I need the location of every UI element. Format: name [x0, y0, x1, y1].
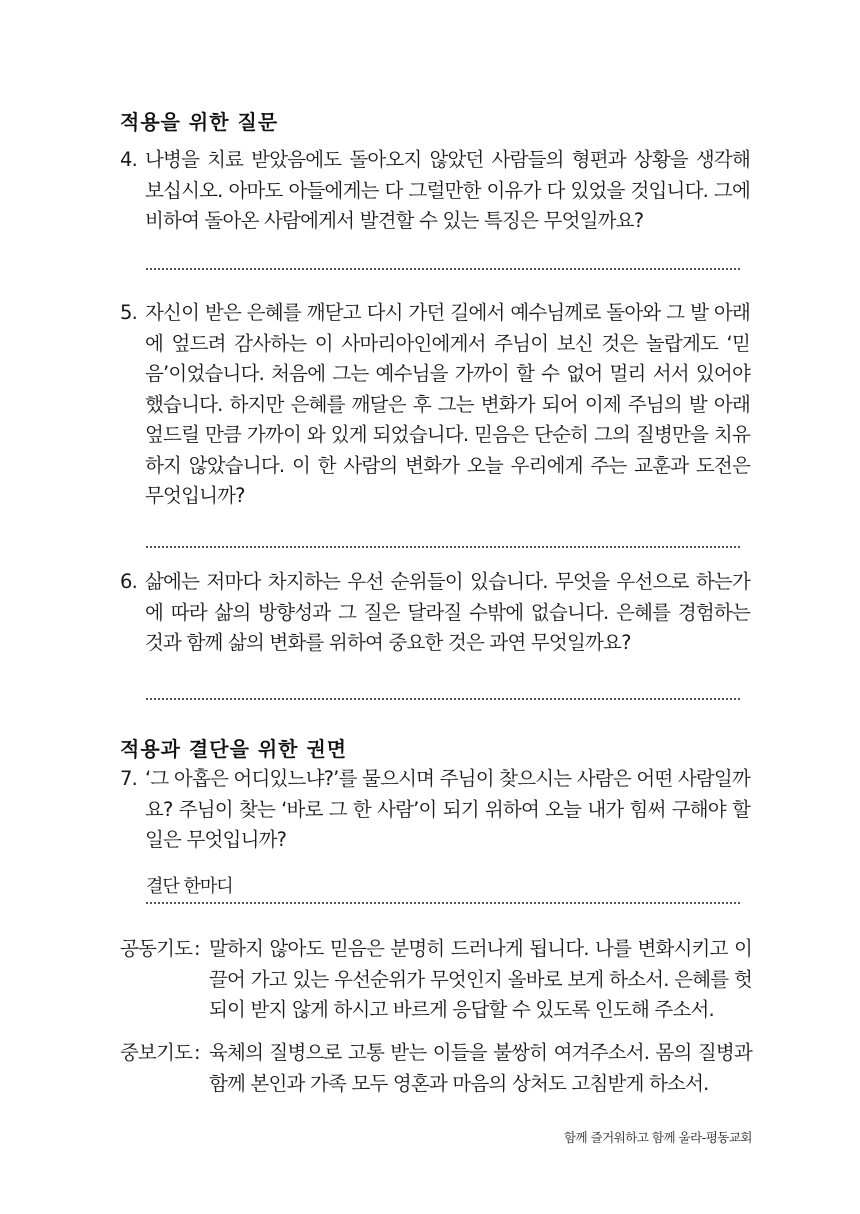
question-number: 6. — [120, 570, 138, 593]
decision-heading: 적용과 결단을 위한 권면 — [120, 737, 348, 761]
prayer-label: 중보기도 — [120, 1041, 193, 1064]
decision-line — [146, 874, 740, 904]
prayer-text: 육체의 질병으로 고통 받는 이들을 불쌍히 여겨주소서. 몸의 질병과 함께 본인과 가족 모두 영혼과 마음의 상처도 고침받게 하소서. — [209, 1041, 752, 1095]
question-text: 나병을 치료 받았음에도 돌아오지 않았던 사람들의 형편과 상황을 생각해 보십시오. 아마도 아들에게는 다 그럴만한 이유가 다 있었을 것입니다. 그에 비하여 돌아온 사람에게서 발견할 수 있는 특징은 무엇일까요? — [145, 148, 750, 232]
question-number: 7. — [120, 767, 138, 790]
prayer-label: 공동기도 — [120, 937, 193, 960]
question-text: 자신이 받은 은혜를 깨닫고 다시 가던 길에서 예수님께로 돌아와 그 발 아래에 엎드려 감사하는 이 사마리아인에게서 주님이 보신 것은 놀랍게도 ‘믿음’이었습니다. 처음에 그는 예수님을 가까이 할 수 없어 멀리 서서 있어야 했습니다. 하지만 은혜를 깨달은 후 그는 변화가 되어 이제 주님의 발 아래 엎드릴 만큼 가까이 와 있게 되었습니다. 믿음은 단순히 그의 질병만을 치유하지 않았습니다. 이 한 사람의 변화가 오늘 우리에게 주는 교훈과 도전은 무엇입니까? — [145, 301, 750, 507]
answer-line-4 — [146, 268, 740, 270]
decision-label: 결단 한마디 — [146, 876, 233, 897]
intercessory-prayer — [120, 1038, 752, 1099]
answer-line-5 — [146, 546, 740, 548]
prayer-text: 말하지 않아도 믿음은 분명히 드러나게 됩니다. 나를 변화시키고 이끌어 가고 있는 우선순위가 무엇인지 올바로 보게 하소서. 은혜를 헛되이 받지 않게 하시고 바르게 응답할 수 있도록 인도해 주소서. — [209, 937, 752, 1021]
question-6 — [120, 567, 750, 659]
question-text: 삶에는 저마다 차지하는 우선 순위들이 있습니다. 무엇을 우선으로 하는가에 따라 삶의 방향성과 그 질은 달라질 수밖에 없습니다. 은혜를 경험하는 것과 함께 삶의 변화를 위하여 중요한 것은 과연 무엇일까요? — [145, 570, 750, 654]
question-7 — [120, 764, 750, 856]
prayer-colon: : — [194, 1041, 200, 1064]
common-prayer — [120, 934, 752, 1026]
question-4 — [120, 145, 750, 237]
answer-line-6 — [146, 698, 740, 700]
question-number: 4. — [120, 148, 138, 171]
question-number: 5. — [120, 301, 138, 324]
application-questions-heading: 적용을 위한 질문 — [120, 110, 279, 134]
question-text: ‘그 아홉은 어디있느냐?’를 물으시며 주님이 찾으시는 사람은 어떤 사람일까요? 주님이 찾는 ‘바로 그 한 사람’이 되기 위하여 오늘 내가 힘써 구해야 할 일은 무엇입니까? — [145, 767, 750, 851]
prayer-colon: : — [194, 937, 200, 960]
question-5 — [120, 298, 750, 512]
page-footer: 함께 즐거워하고 함께 울라-평동교회 — [563, 1130, 752, 1145]
